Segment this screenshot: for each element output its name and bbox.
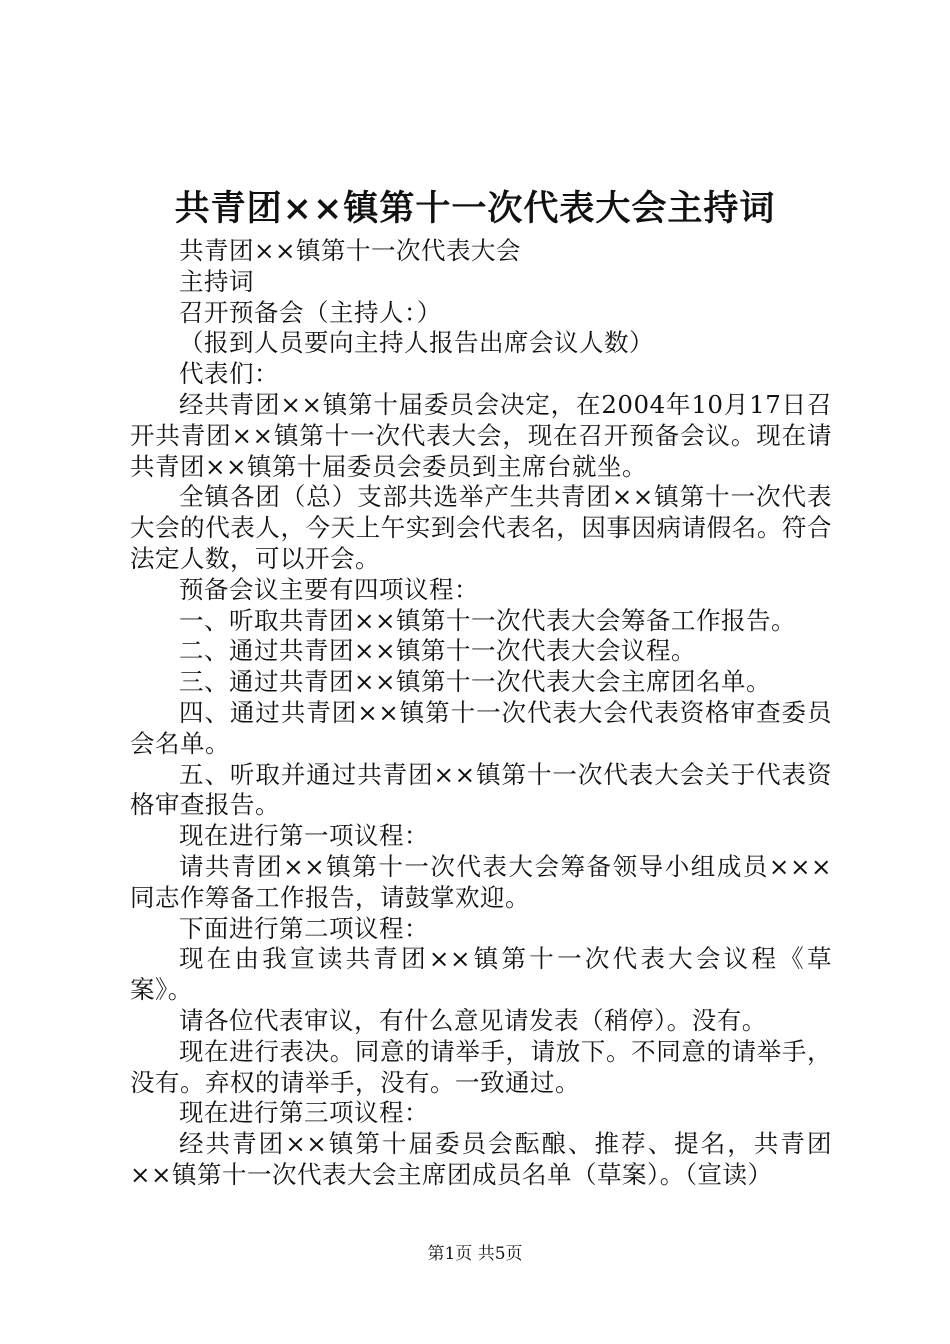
paragraph: 下面进行第二项议程：: [179, 913, 429, 943]
paragraph: 现在进行第三项议程：: [179, 1098, 429, 1128]
paragraph: 共青团××镇第十一次代表大会: [179, 236, 522, 265]
paragraph: 现在进行第一项议程：: [179, 821, 429, 851]
paragraph: 经共青团××镇第十届委员会决定，在2004年10月17日召开共青团××镇第十一次代表大会，现在召开预备会议。现在请共青团××镇第十届委员会委员到主席台就坐。: [130, 389, 832, 481]
page-number-footer: 第1页 共5页: [427, 1244, 523, 1264]
agenda-item: 四、通过共青团××镇第十一次代表大会代表资格审查委员会名单。: [130, 697, 832, 758]
agenda-item: 五、听取并通过共青团××镇第十一次代表大会关于代表资格审查报告。: [130, 759, 832, 820]
document-body: [130, 236, 832, 1191]
paragraph: 召开预备会（主持人：）: [179, 297, 442, 327]
paragraph: 现在由我宣读共青团××镇第十一次代表大会议程《草案》。: [130, 944, 832, 1005]
agenda-item: 二、通过共青团××镇第十一次代表大会议程。: [179, 636, 697, 666]
paragraph: 请各位代表审议，有什么意见请发表（稍停）。没有。: [179, 1005, 767, 1035]
paragraph: （报到人员要向主持人报告出席会议人数）: [179, 328, 654, 358]
document-title: 共青团××镇第十一次代表大会主持词: [174, 188, 776, 229]
paragraph: 预备会议主要有四项议程：: [179, 574, 479, 604]
agenda-item: 三、通过共青团××镇第十一次代表大会主席团名单。: [179, 667, 772, 697]
paragraph: 请共青团××镇第十一次代表大会筹备领导小组成员×××同志作筹备工作报告，请鼓掌欢迎。: [130, 851, 832, 912]
paragraph: 全镇各团（总）支部共选举产生共青团××镇第十一次代表大会的代表人，今天上午实到会代表名，因事因病请假名。符合法定人数，可以开会。: [130, 482, 832, 573]
paragraph: 代表们：: [179, 359, 279, 389]
agenda-item: 一、听取共青团××镇第十一次代表大会筹备工作报告。: [179, 605, 797, 635]
paragraph: 现在进行表决。同意的请举手，请放下。不同意的请举手，没有。弃权的请举手，没有。一致通过。: [130, 1036, 832, 1097]
paragraph: 主持词: [179, 266, 254, 296]
paragraph: 经共青团××镇第十届委员会酝酿、推荐、提名，共青团××镇第十一次代表大会主席团成员名单（草案）。（宣读）: [130, 1129, 832, 1189]
